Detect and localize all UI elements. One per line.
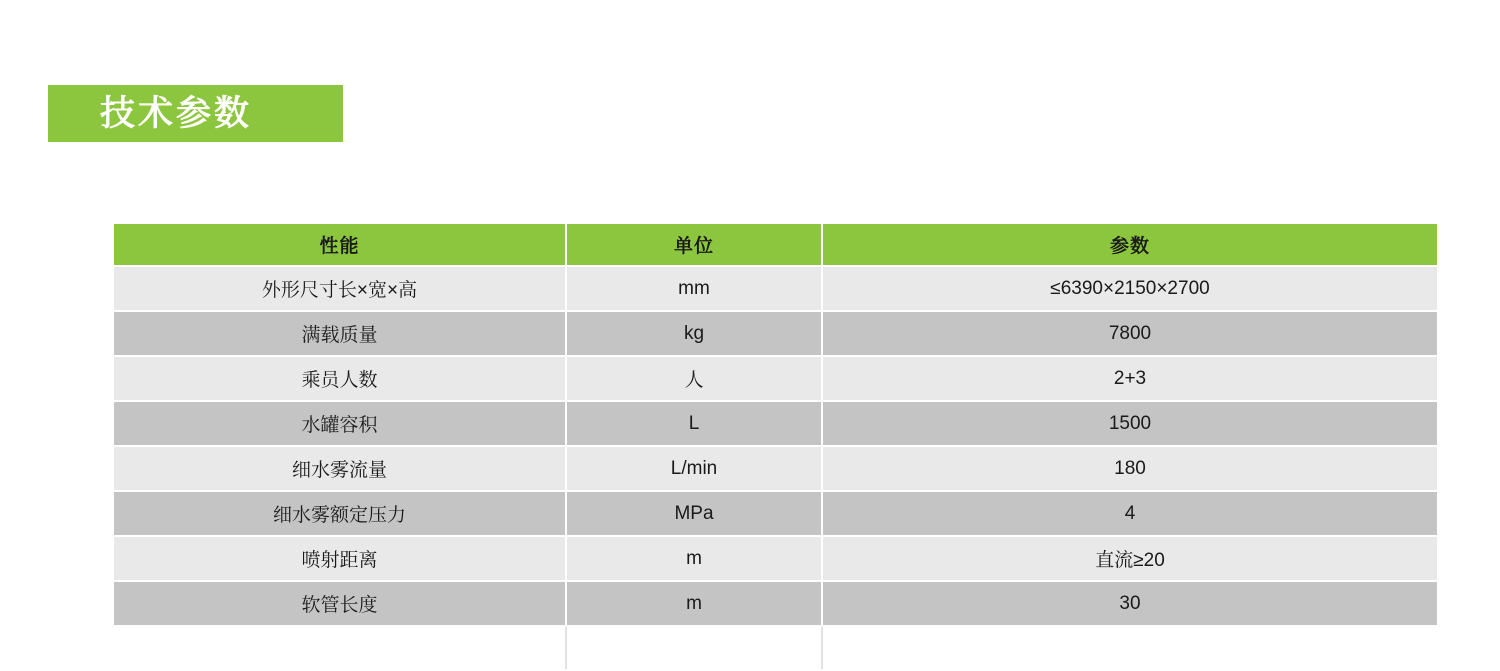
table-row xyxy=(113,311,1438,356)
cell-unit: 人 xyxy=(566,356,822,401)
table-row-empty xyxy=(113,626,1438,670)
cell-value: 180 xyxy=(822,446,1438,491)
cell-unit: mm xyxy=(566,266,822,311)
cell-value: 直流≥20 xyxy=(822,536,1438,581)
cell-unit: L xyxy=(566,401,822,446)
page-title: 技术参数 xyxy=(100,94,253,133)
table-row xyxy=(113,446,1438,491)
table-header-row xyxy=(113,223,1438,266)
cell-unit: kg xyxy=(566,311,822,356)
table-row xyxy=(113,581,1438,626)
cell-unit: L/min xyxy=(566,446,822,491)
table-row xyxy=(113,356,1438,401)
cell-name: 乘员人数 xyxy=(113,356,566,401)
cell-name: 水罐容积 xyxy=(113,401,566,446)
cell-value: 4 xyxy=(822,491,1438,536)
technical-parameters-table xyxy=(112,222,1439,671)
table-row xyxy=(113,401,1438,446)
column-header-unit: 单位 xyxy=(566,223,822,266)
cell-unit xyxy=(566,626,822,670)
cell-name: 软管长度 xyxy=(113,581,566,626)
cell-value: 2+3 xyxy=(822,356,1438,401)
cell-name: 细水雾流量 xyxy=(113,446,566,491)
table-row xyxy=(113,266,1438,311)
cell-value: 1500 xyxy=(822,401,1438,446)
column-header-performance: 性能 xyxy=(113,223,566,266)
cell-unit: MPa xyxy=(566,491,822,536)
cell-value: 7800 xyxy=(822,311,1438,356)
column-header-parameter: 参数 xyxy=(822,223,1438,266)
table-row xyxy=(113,491,1438,536)
cell-name: 喷射距离 xyxy=(113,536,566,581)
cell-name: 外形尺寸长×宽×高 xyxy=(113,266,566,311)
cell-name: 细水雾额定压力 xyxy=(113,491,566,536)
cell-value: ≤6390×2150×2700 xyxy=(822,266,1438,311)
cell-value xyxy=(822,626,1438,670)
cell-unit: m xyxy=(566,536,822,581)
cell-unit: m xyxy=(566,581,822,626)
cell-name: 满载质量 xyxy=(113,311,566,356)
section-title-banner xyxy=(48,85,343,142)
cell-name xyxy=(113,626,566,670)
cell-value: 30 xyxy=(822,581,1438,626)
spec-table-container xyxy=(112,222,1437,671)
table-row xyxy=(113,536,1438,581)
